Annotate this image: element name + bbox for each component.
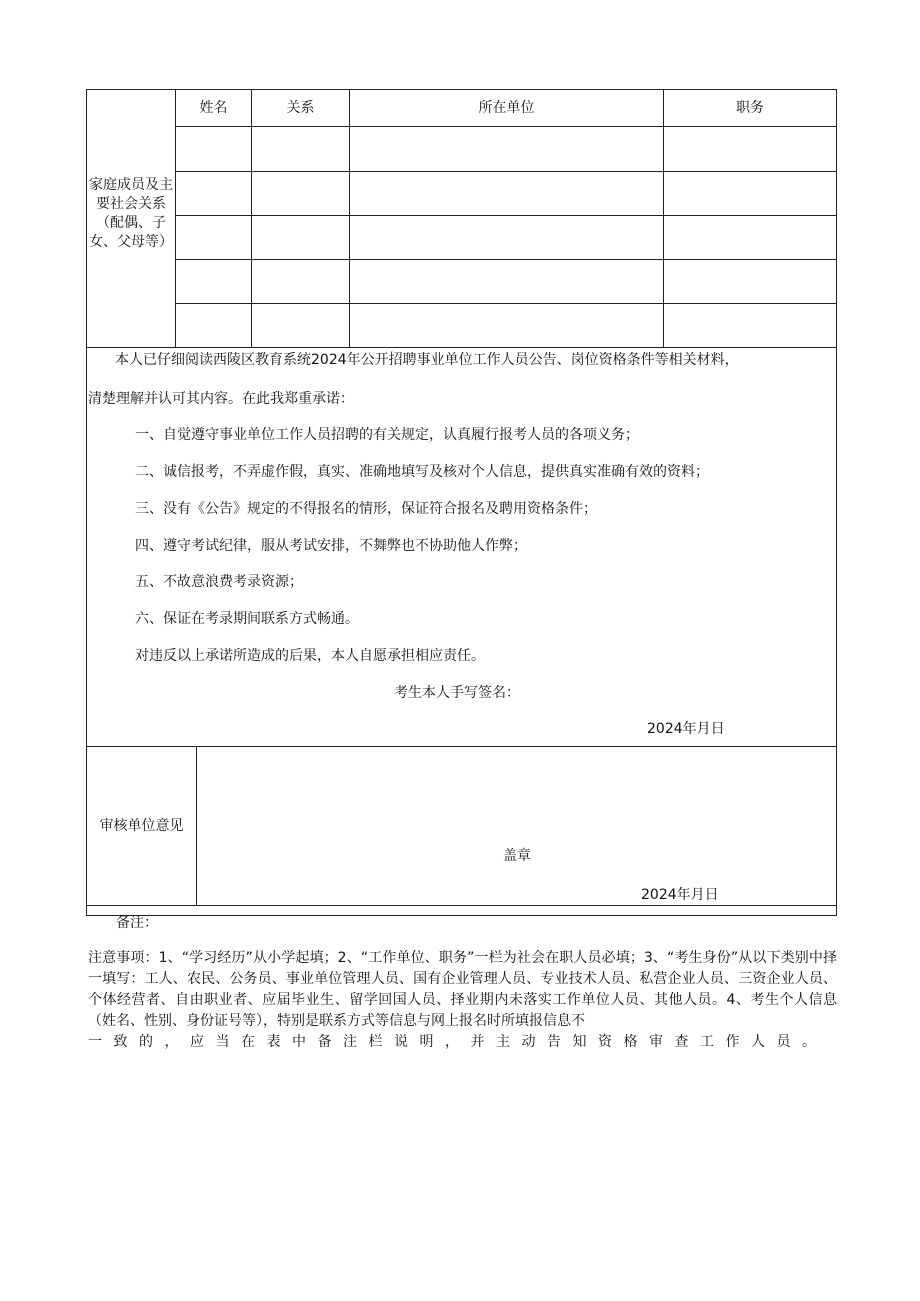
pledge-date: 2024年月日: [647, 721, 725, 737]
row-divider: [175, 303, 836, 304]
header-name: 姓名: [199, 100, 228, 116]
notes-text: 注意事项：1、“学习经历”从小学起填；2、“工作单位、职务”一栏为社会在职人员必填；3、“考生身份”从以下类别中择一填写：工人、农民、公务员、事业单位管理人员、国有企业管理人员、专业技术人员、私营企业人员、三资企业人员、个体经营者、自由职业者、应届毕业生、留学回国人员、择业期内未落实工作单位人员、其他人员。4、考生个人信息（姓名、性别、身份证号等），特别是联系方式等信息与网上报名时所填报信息不: [88, 950, 837, 1029]
pledge-item-6: 六、保证在考录期间联系方式畅通。: [135, 611, 359, 627]
review-date: 2024年月日: [641, 887, 719, 903]
pledge-item-3: 三、没有《公告》规定的不得报名的情形，保证符合报名及聘用资格条件；: [135, 501, 597, 517]
row-divider: [175, 171, 836, 172]
pledge-intro-2: 清楚理解并认可其内容。在此我郑重承诺：: [88, 391, 354, 407]
signature-label: 考生本人手写签名：: [394, 685, 520, 701]
remarks-field[interactable]: [160, 906, 836, 915]
signature-field[interactable]: [528, 680, 808, 704]
remarks-label: 备注：: [116, 915, 158, 931]
family-cell[interactable]: [350, 127, 663, 171]
family-cell[interactable]: [252, 127, 349, 171]
notes-paragraph: [88, 948, 837, 1053]
header-relation: 关系: [286, 100, 315, 116]
review-label: 审核单位意见: [99, 818, 184, 834]
seal-label: 盖章: [503, 848, 531, 864]
pledge-item-2: 二、诚信报考，不弄虚作假，真实、准确地填写及核对个人信息，提供真实准确有效的资料；: [135, 464, 709, 480]
section-divider: [86, 347, 837, 348]
family-cell[interactable]: [664, 127, 836, 171]
header-workplace: 所在单位: [478, 100, 535, 116]
pledge-item-1: 一、自觉遵守事业单位工作人员招聘的有关规定，认真履行报考人员的各项义务；: [135, 427, 639, 443]
pledge-item-4: 四、遵守考试纪律，服从考试安排，不舞弊也不协助他人作弊；: [135, 538, 527, 554]
review-opinion-field[interactable]: [197, 747, 836, 905]
pledge-intro-1: 本人已仔细阅读西陵区教育系统2024年公开招聘事业单位工作人员公告、岗位资格条件等相关材料，: [115, 352, 739, 368]
row-divider: [175, 259, 836, 260]
family-cell[interactable]: [176, 127, 251, 171]
pledge-closing: 对违反以上承诺所造成的后果，本人自愿承担相应责任。: [135, 648, 485, 664]
pledge-item-5: 五、不故意浪费考录资源；: [135, 574, 303, 590]
notes-last-line: 一致的，应当在表中备注栏说明，并主动告知资格审查工作人员。: [88, 1034, 828, 1050]
row-divider: [175, 215, 836, 216]
header-position: 职务: [736, 100, 764, 116]
family-relations-label: 家庭成员及主要社会关系（配偶、子女、父母等）: [89, 177, 173, 250]
